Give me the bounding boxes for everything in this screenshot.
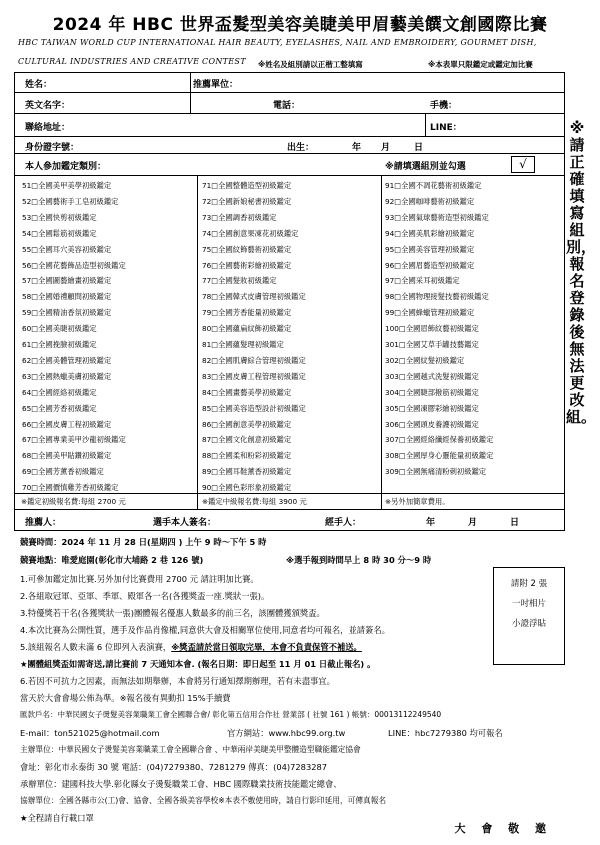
form-note: ※本表單只限鑑定或鑑定加比賽 (428, 60, 533, 69)
category-option[interactable]: 56□全國花藝飾品造型初級鑑定 (22, 260, 126, 270)
fee-basic: ※鑑定初級報名費:每組 2700 元 (21, 497, 126, 506)
category-option[interactable]: 71□全國整體造型初級鑑定 (202, 181, 292, 190)
category-option[interactable]: 80□全國蘊扁紋飾初級鑑定 (202, 324, 292, 334)
category-option[interactable]: 306□全國頭皮養護初級鑑定 (385, 419, 479, 429)
rule-2: 2.各組取冠軍、亞軍、季軍、殿軍各一名(各獲獎盃一座.獎狀一張)。 (20, 591, 270, 601)
photo-box-line-2: 一吋相片 (511, 599, 546, 609)
category-option[interactable]: 303□全國越式洗髮初級鑑定 (385, 371, 479, 381)
category-option[interactable]: 75□全國紋飾藝術初級鑑定 (202, 244, 292, 254)
category-note: ※請填選組別並勾選 (385, 162, 466, 172)
category-option[interactable]: 97□全國采耳初級鑑定 (385, 276, 460, 286)
category-option[interactable]: 81□全國蘊髮理初級鑑定 (202, 340, 284, 349)
category-option[interactable]: 301□全國艾草手罐技藝鑑定 (385, 340, 479, 349)
category-option[interactable]: 82□全國肌膚綜合管理初級鑑定 (202, 355, 306, 365)
photo-box (493, 567, 565, 665)
category-option[interactable]: 63□全國熱蠟美膚初級鑑定 (22, 371, 112, 381)
category-list (15, 176, 564, 494)
row-id (15, 137, 564, 154)
category-option[interactable]: 58□全國婚禮顧問初級鑑定 (22, 292, 112, 302)
rule-5-trophy-note: ※獎盃請於當日領取完畢，本會不負責保管不補送。 (171, 642, 362, 652)
category-option[interactable]: 99□全國蜂蠟管理初級鑑定 (385, 308, 475, 318)
office-address: 會址：彰化市永泰街 30 號 電話：(04)7279380、7281279 傳真：(04)7283287 (20, 762, 328, 772)
row-category-header (15, 154, 564, 176)
photo-box-line-1: 請附 2 張 (510, 579, 548, 589)
email[interactable]: E-mail：ton521025@hotmail.com (20, 728, 160, 738)
category-option[interactable]: 93□全國氣球藝術造型初級鑑定 (385, 212, 489, 222)
category-option[interactable]: 87□全國文化創意初級鑑定 (202, 435, 292, 445)
category-option[interactable]: 64□全國經絡初級鑑定 (22, 387, 97, 397)
category-option[interactable]: 65□全國芳香初級鑑定 (22, 403, 97, 413)
category-option[interactable]: 85□全國美容造型設計初級鑑定 (202, 403, 306, 413)
rule-7: 當天於大會會場公佈為準。※報名後有異動扣 15%手續費 (20, 693, 231, 703)
line-id: LINE：hbc7279380 均可報名 (388, 728, 503, 738)
row-name (15, 73, 564, 93)
category-option[interactable]: 96□全國眉藝造型初級鑑定 (385, 260, 475, 270)
contest-venue: 競賽地點：唯愛庭園(彰化市大埔路 2 巷 126 號) (20, 555, 204, 565)
category-option[interactable]: 79□全國芳香能量初級鑑定 (202, 308, 292, 318)
rule-1: 1.可參加鑑定加比賽.另外加付比賽費用 2700 元 請註明加比賽。 (20, 574, 259, 584)
birth-day-label: 日 (414, 143, 424, 153)
rule-group-trophy: ★團體組獎盃如需寄送,請比賽前 7 天通知本會. (報名日期：即日起至 11 月 01 日截止報名) 。 (20, 659, 376, 669)
category-option[interactable]: 95□全國美容管理初級鑑定 (385, 244, 475, 254)
birth-year-label: 年 (352, 143, 362, 153)
category-option[interactable]: 98□全國物理接髮技藝初級鑑定 (385, 292, 489, 302)
recommender-label: 推薦人： (25, 518, 62, 528)
date-year-label: 年 (426, 518, 436, 528)
category-option[interactable]: 61□全國挽臉初級鑑定 (22, 340, 97, 349)
english-name-label: 英文名字： (25, 101, 71, 111)
category-option[interactable]: 68□全國美甲貼鑽初級鑑定 (22, 451, 112, 461)
side-note: ※請正確填寫組別，報名登錄後無法更改組。 (566, 119, 597, 426)
category-option[interactable]: 54□全國鬆筋初級鑑定 (22, 228, 97, 238)
phone-label: 電話： (273, 101, 301, 111)
category-option[interactable]: 94□全國美肌彩繪初級鑑定 (385, 228, 475, 238)
category-option[interactable]: 91□全國不凋花藝術初級鑑定 (385, 181, 482, 190)
row-signatures (15, 510, 564, 530)
category-option[interactable]: 92□全國咖啡藝術初級鑑定 (385, 196, 475, 206)
date-day-label: 日 (510, 518, 520, 528)
category-option[interactable]: 302□全國紋髮初級鑑定 (385, 355, 465, 365)
english-title-line2: CULTURAL INDUSTRIES AND CREATIVE CONTEST (18, 57, 246, 66)
category-option[interactable]: 86□全國創意美學初級鑑定 (202, 419, 292, 429)
rule-5 (20, 641, 362, 653)
registration-form (14, 72, 565, 531)
checkin-time: ※選手報到時間早上 8 時 30 分～9 時 (286, 555, 432, 565)
category-option[interactable]: 305□全國凍膠彩繪初級鑑定 (385, 403, 479, 413)
category-option[interactable]: 74□全國創意果凍花初級鑑定 (202, 228, 299, 238)
handler-label: 經手人： (325, 518, 362, 528)
category-option[interactable]: 69□全國芳薰香初級鑑定 (22, 467, 104, 477)
category-option[interactable]: 72□全國新娘秘書初級鑑定 (202, 196, 292, 206)
category-option[interactable]: 66□全國皮膚工程初級鑑定 (22, 419, 112, 429)
category-option[interactable]: 70□全國價慎雞芳香初級鑑定 (22, 483, 119, 493)
rule-5-text: 5.該組報名人數未滿 6 位即列入表演賽， (20, 642, 172, 652)
category-option[interactable]: 88□全國柔和粉彩初級鑑定 (202, 451, 292, 461)
category-option[interactable]: 67□全國專業美甲沙龍初級鑑定 (22, 435, 126, 445)
rule-4: 4.本次比賽為公開性質，選手及作品肖像權,同意供大會及相關單位使用,同意者均可報名，並請簽名。 (20, 625, 390, 635)
category-option[interactable]: 55□全國耳穴美容初級鑑定 (22, 244, 112, 254)
category-option[interactable]: 308□全國厚身心靈能量初級鑑定 (385, 451, 494, 461)
english-title-line1: HBC TAIWAN WORLD CUP INTERNATIONAL HAIR BEAUTY, EYELASHES, NAIL AND EMBROIDERY, GOURMET DISH, (18, 38, 537, 47)
id-label: 身份證字號： (25, 143, 80, 153)
birth-month-label: 月 (381, 143, 391, 153)
line-label: LINE： (430, 123, 462, 133)
row-english-name (15, 93, 564, 114)
rule-6: 6.若因不可抗力之因素，而無法如期舉辦，本會將另行通知擇期辦理，若有未盡事宜。 (20, 676, 335, 686)
address-label: 聯絡地址： (25, 123, 71, 133)
row-address (15, 114, 564, 137)
photo-box-line-3: 小證浮貼 (511, 619, 546, 629)
contest-time: 競賽時間：2024 年 11 月 28 日(星期四 ) 上午 9 時～下午 5 時 (20, 537, 267, 547)
category-option[interactable]: 76□全國藝術彩繪初級鑑定 (202, 260, 292, 270)
mobile-label: 手機： (430, 101, 458, 111)
category-option[interactable]: 73□全國調香初級鑑定 (202, 212, 277, 222)
category-option[interactable]: 77□全國髮妝初級鑑定 (202, 276, 277, 286)
mask-notice: ★全程請自行載口罩 (20, 813, 94, 823)
category-option[interactable]: 309□全國無痛清粉刺初級鑑定 (385, 467, 487, 477)
category-option[interactable]: 57□全國圖藝繪畫初級鑑定 (22, 276, 112, 286)
category-option[interactable]: 51□全國美甲美學初級鑑定 (22, 181, 112, 190)
bank-account: 匯款戶名：中華民國女子燙髮美容業職業工會全國聯合會/ 彰化第五信用合作社 營業部 ( 社號 161 ) 帳號：00013112249540 (20, 710, 442, 719)
name-label: 姓名： (25, 80, 53, 90)
category-option[interactable]: 90□全國色彩形象初級鑑定 (202, 483, 292, 493)
assisting-organizer: 協辦單位：全國各縣市公(工)會、協會、全國各級美容學校※本表不敷使用時，請自行影印延用，可傳真報名 (20, 796, 387, 805)
birth-label: 出生： (287, 143, 315, 153)
category-option[interactable]: 83□全國皮膚工程管理初級鑑定 (202, 371, 306, 381)
rule-3: 3.特優獎若干名(各獲獎狀一張)團體報名優惠人數最多的前三名，該團體獲頒獎盃。 (20, 608, 325, 618)
category-option[interactable]: 307□全國經絡纖經保養初級鑑定 (385, 435, 494, 445)
row-fees (15, 494, 564, 510)
category-option[interactable]: 52□全國藝術手工皂初級鑑定 (22, 196, 119, 206)
organizer-signature: 大 會 敬 邀 (454, 822, 552, 835)
category-option[interactable]: 78□全國韓式皮膚管理初級鑑定 (202, 292, 306, 302)
category-option[interactable]: 62□全國美體管理初級鑑定 (22, 355, 112, 365)
unit-label: 推薦單位： (193, 80, 239, 90)
fee-extra: ※另外加簡章費用。 (385, 497, 450, 506)
name-note: ※姓名及組別請以正楷工整填寫 (258, 60, 363, 69)
host-organizer: 主辦單位：中華民國女子燙髮美容業職業工會全國聯合會 、中華兩岸美睫美甲整體造型職能鑑定協會 (20, 745, 361, 754)
category-option[interactable]: 304□全國睫部撥筋初級鑑定 (385, 387, 479, 397)
contestant-sign-label: 選手本人簽名： (153, 518, 217, 528)
category-option[interactable]: 53□全國快剪初級鑑定 (22, 212, 97, 222)
page-title: 2024 年 HBC 世界盃髮型美容美睫美甲眉藝美饌文創國際比賽 (52, 15, 548, 35)
website[interactable]: 官方網站：www.hbc99.org.tw (227, 728, 346, 738)
fee-intermediate: ※鑑定中級報名費:每組 3900 元 (202, 497, 307, 506)
co-organizer: 承辦單位：建國科技大學.彰化縣女子燙髮職業工會、HBC 國際職業技術技能鑑定總會、 (20, 779, 342, 789)
category-option[interactable]: 89□全國耳鞋薰香初級鑑定 (202, 467, 292, 477)
date-month-label: 月 (468, 518, 478, 528)
category-option[interactable]: 100□全國眉飾紋藝初級鑑定 (385, 324, 479, 334)
category-label: 本人參加鑑定類別： (25, 162, 107, 172)
category-option[interactable]: 60□全國美睫初級鑑定 (22, 324, 97, 334)
category-option[interactable]: 84□全國畫藝美學初級鑑定 (202, 387, 292, 397)
selected-checkbox[interactable]: √ (511, 156, 535, 173)
category-option[interactable]: 59□全國精油香氛初級鑑定 (22, 308, 112, 318)
